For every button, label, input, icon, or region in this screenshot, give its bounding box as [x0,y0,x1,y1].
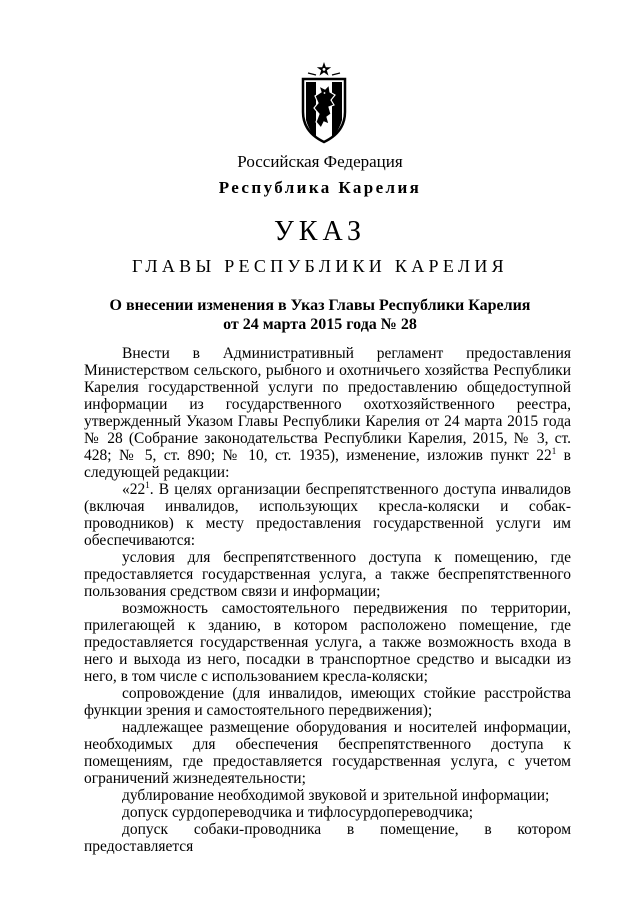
body-paragraph-2 [84,481,571,549]
body-paragraph-1 [84,345,571,481]
karelia-coat-of-arms-icon [294,62,354,144]
paragraph-2-number: «22 [122,481,146,498]
paragraph-2-text: . В целях организации беспрепятственного доступа инвалидов (включая инвалидов, использующих кресла-коляски и собак-проводников) к месту предоставления государственной услуги им обеспечиваются: [84,481,571,549]
subject-line-1: О внесении изменения в Указ Главы Республики Карелия [109,297,531,314]
body-paragraph-3: условия для беспрепятственного доступа к помещению, где предоставляется государственная услуга, а также беспрепятственного пользования средством связи и информации; [84,549,571,600]
paragraph-1-ending: в следующей редакции: [84,447,571,481]
body-paragraph-9: допуск собаки-проводника в помещение, в котором предоставляется [84,821,571,855]
country-name: Российская Федерация [237,152,403,171]
subject-line-2: от 24 марта 2015 года № 28 [223,316,417,333]
body-paragraph-5: сопровождение (для инвалидов, имеющих стойкие расстройства функции зрения и самостоятельного передвижения); [84,685,571,719]
star-icon [317,62,331,76]
document-type-title: УКАЗ [273,216,367,247]
body-paragraph-7: дублирование необходимой звуковой и зрительной информации; [122,787,550,804]
body-paragraph-4: возможность самостоятельного передвижения по территории, прилегающей к зданию, в котором расположено помещение, где предоставляется государственная услуга, а также возможность входа в него и выхода из него, посадки в транспортное средство и высадки из него, в том числе с использованием кресла-коляски; [84,600,571,685]
body-paragraph-8: допуск сурдопереводчика и тифлосурдопереводчика; [122,804,474,821]
issuer-title: ГЛАВЫ РЕСПУБЛИКИ КАРЕЛИЯ [131,256,508,276]
republic-name: Республика Карелия [218,178,422,197]
shield-icon [303,79,345,142]
paragraph-2-superscript: 1 [145,480,150,490]
body-paragraph-6: надлежащее размещение оборудования и носителей информации, необходимых для обеспечения беспрепятственного доступа к помещениям, где предоставляется государственная услуга, с учетом ограничений жизнедеятельности; [84,719,571,787]
document-body [84,345,571,855]
document-subject [0,296,640,334]
paragraph-1-text: Внести в Административный регламент предоставления Министерством сельского, рыбного и охотничьего хозяйства Республики Карелия государственной услуги по предоставлению общедоступной информации из государственного охотхозяйственного реестра, утвержденный Указом Главы Республики Карелия от 24 марта 2015 года № 28 (Собрание законодательства Республики Карелия, 2015, № 3, ст. 428; № 5, ст. 890; № 10, ст. 1935), изменение, изложив пункт 22 [84,345,571,464]
star-rays [308,73,340,75]
paragraph-1-superscript: 1 [551,446,557,456]
